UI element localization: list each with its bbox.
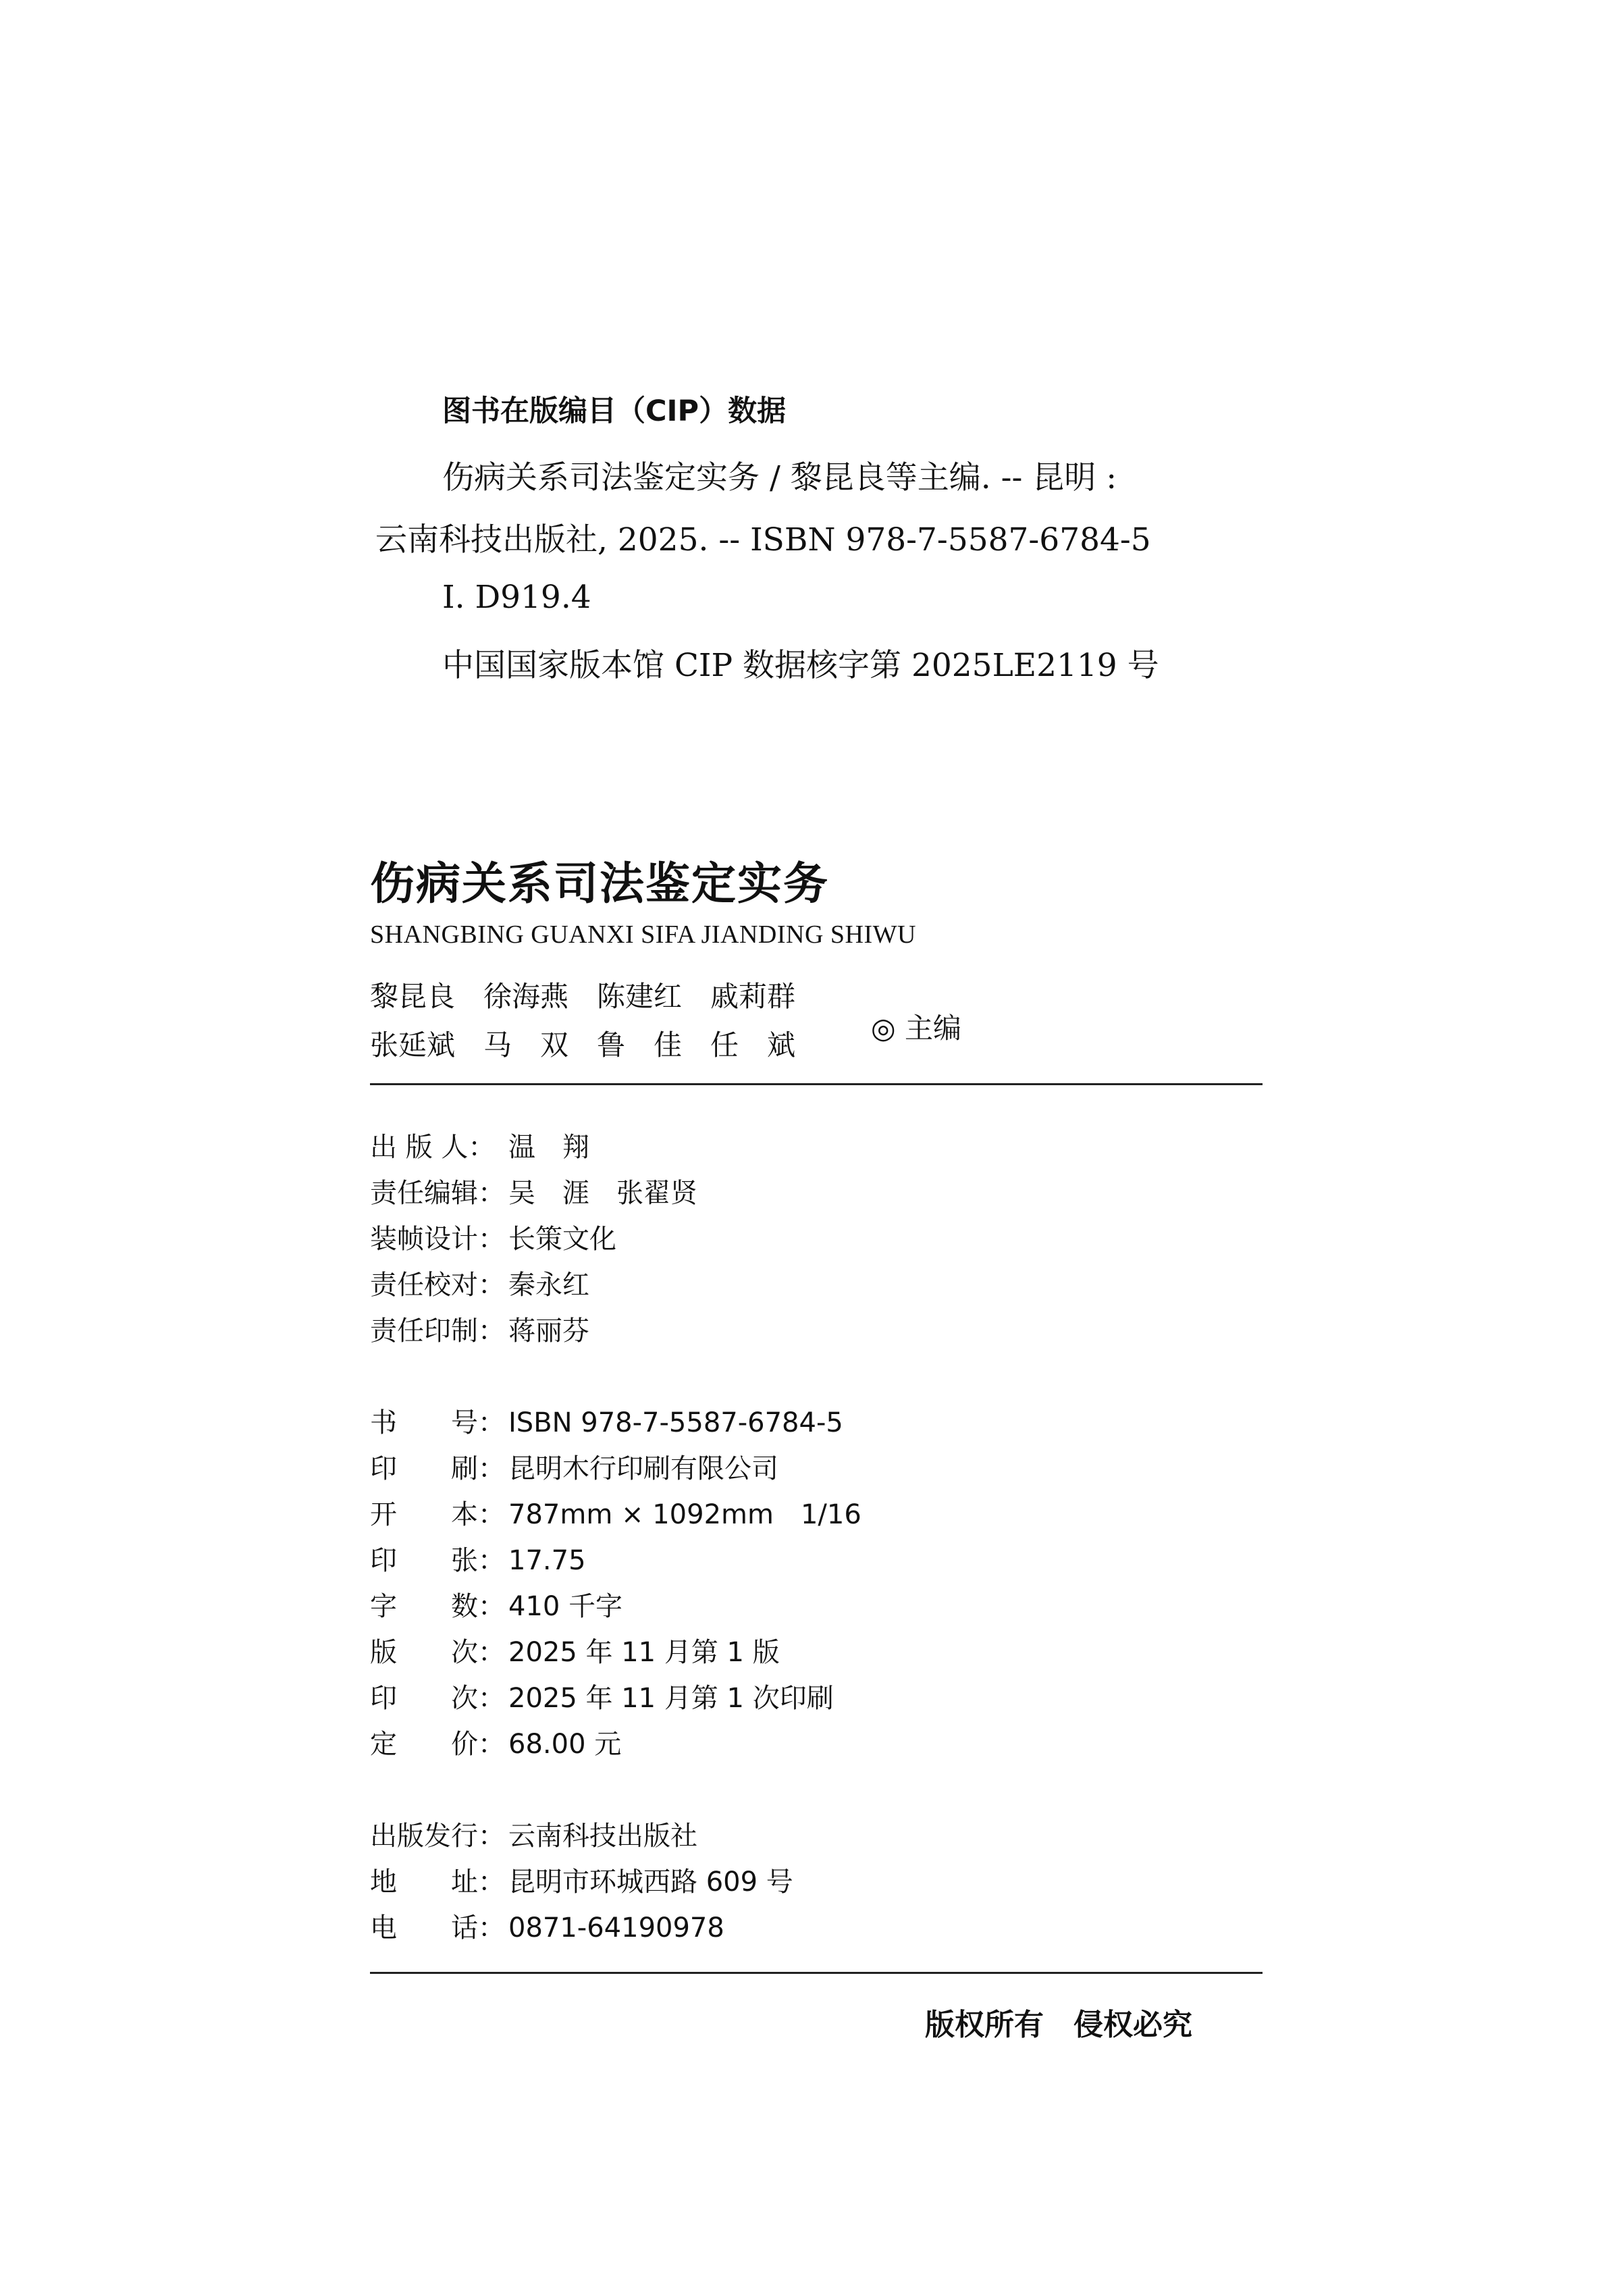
editors-line-2: 张延斌 马 双 鲁 佳 任 斌 [370,1028,796,1062]
spec-label: 印 次： [370,1683,505,1714]
publisher-row-phone [370,1906,724,1945]
spec-row-sheets [370,1539,586,1577]
staff-value: 秦永红 [508,1270,589,1301]
staff-row-printing [370,1309,589,1348]
cip-line-2: 云南科技出版社, 2025. -- ISBN 978-7-5587-6784-5 [375,521,1151,558]
spec-label: 定 价： [370,1729,505,1760]
spec-label: 版 次： [370,1637,505,1668]
editor-role: ◎ 主编 [871,1012,961,1045]
staff-value: 温 翔 [508,1132,589,1163]
staff-row-publisher [370,1126,589,1164]
publisher-label: 电 话： [370,1912,505,1943]
staff-row-editor [370,1172,697,1210]
book-title-pinyin: SHANGBING GUANXI SIFA JIANDING SHIWU [370,920,916,949]
staff-row-proofread [370,1263,589,1302]
staff-label: 装帧设计： [370,1224,505,1255]
staff-value: 蒋丽芬 [508,1315,589,1347]
spec-row-wordcount [370,1585,622,1623]
spec-value: 昆明木行印刷有限公司 [508,1453,778,1484]
spec-row-edition [370,1631,780,1669]
book-title: 伤病关系司法鉴定实务 [370,858,829,910]
bottom-divider [370,1972,1263,1974]
spec-value: ISBN 978-7-5587-6784-5 [508,1407,843,1438]
cip-line-1: 伤病关系司法鉴定实务 / 黎昆良等主编. -- 昆明 : [442,459,1117,496]
spec-value: 17.75 [508,1545,586,1576]
copyright-notice: 版权所有 侵权必究 [925,2008,1192,2042]
spec-label: 印 刷： [370,1453,505,1484]
publisher-label: 地 址： [370,1867,505,1898]
top-divider [370,1083,1263,1085]
publisher-row-address [370,1860,793,1899]
staff-row-design [370,1218,616,1256]
spec-value: 410 千字 [508,1591,623,1622]
staff-value: 长策文化 [508,1224,616,1255]
publisher-value: 昆明市环城西路 609 号 [508,1867,793,1898]
staff-label: 责任印制： [370,1315,505,1347]
cip-record-number: 中国国家版本馆 CIP 数据核字第 2025LE2119 号 [442,647,1159,684]
spec-row-isbn [370,1401,843,1440]
spec-row-impression [370,1677,834,1715]
staff-label: 出 版 人： [370,1132,496,1163]
cip-classification: Ⅰ. D919.4 [442,579,591,616]
staff-label: 责任校对： [370,1270,505,1301]
staff-value: 吴 涯 张翟贤 [508,1178,697,1209]
staff-label: 责任编辑： [370,1178,505,1209]
spec-row-printer [370,1447,778,1486]
publisher-value: 0871-64190978 [508,1912,724,1943]
editors-line-1: 黎昆良 徐海燕 陈建红 戚莉群 [370,980,796,1013]
spec-row-price [370,1723,621,1761]
spec-value: 2025 年 11 月第 1 次印刷 [508,1683,834,1714]
spec-value: 787mm × 1092mm 1/16 [508,1499,861,1530]
publisher-row-distributor [370,1815,697,1853]
spec-label: 印 张： [370,1545,505,1576]
publisher-value: 云南科技出版社 [508,1821,697,1852]
spec-row-format [370,1493,861,1532]
spec-value: 2025 年 11 月第 1 版 [508,1637,780,1668]
spec-value: 68.00 元 [508,1729,622,1760]
spec-label: 字 数： [370,1591,505,1622]
spec-label: 开 本： [370,1499,505,1530]
publisher-label: 出版发行： [370,1821,505,1852]
cip-heading: 图书在版编目（CIP）数据 [442,394,787,428]
spec-label: 书 号： [370,1407,505,1438]
